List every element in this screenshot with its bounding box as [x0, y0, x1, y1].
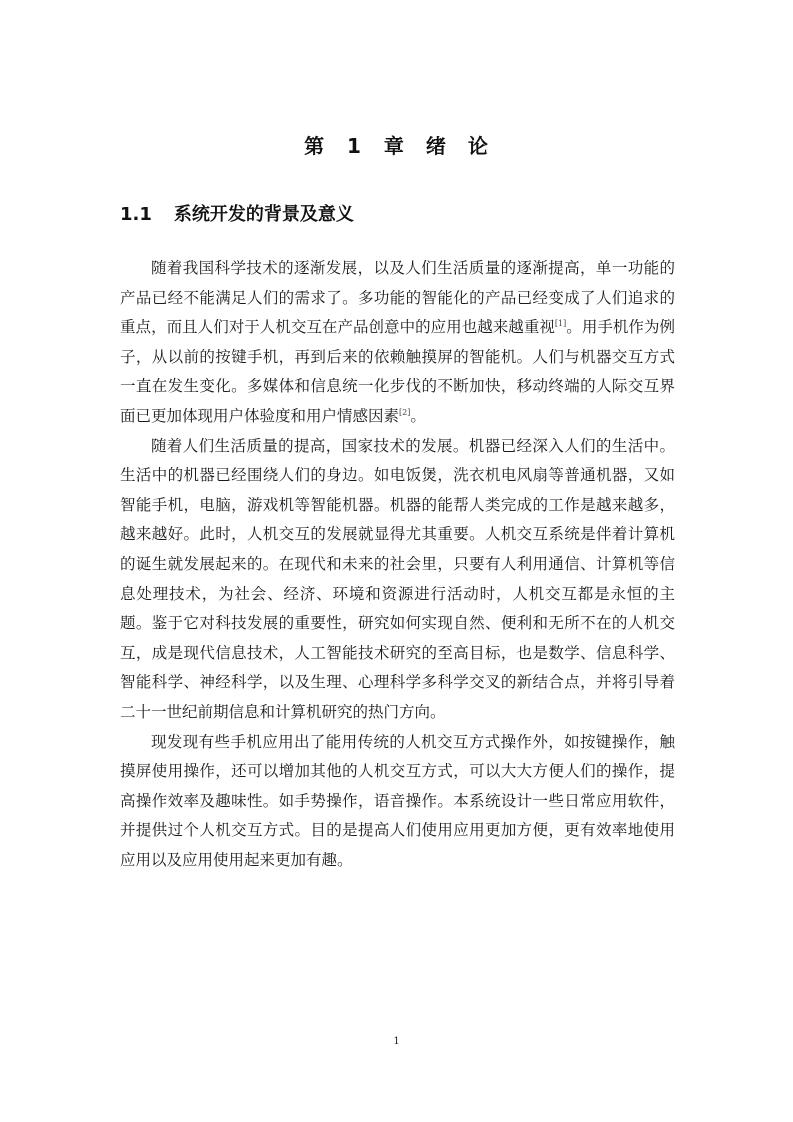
body-text: [120, 254, 675, 875]
section-number: 1.1: [120, 204, 152, 225]
paragraph-1-text-a: 随着我国科学技术的逐渐发展，以及人们生活质量的逐渐提高，单一功能的产品已经不能满足人们的需求了。多功能的智能化的产品已经变成了人们追求的重点，而且人们对于人机交互在产品创意中的应用也越来越重视: [120, 259, 675, 337]
paragraph-1-text-b: 。用手机作为例子，从以前的按键手机，再到后来的依赖触摸屏的智能机。人们与机器交互方式一直在发生变化。多媒体和信息统一化步伐的不断加快，移动终端的人际交互界面已更加体现用户体验度和用户情感因素: [120, 318, 675, 425]
section-heading: [120, 200, 354, 226]
citation-ref-2[interactable]: [2]: [399, 407, 411, 417]
paragraph-1-text-c: 。: [410, 406, 426, 425]
paragraph-1: [120, 254, 675, 432]
paragraph-3: 现发现有些手机应用出了能用传统的人机交互方式操作外，如按键操作，触摸屏使用操作，还可以增加其他的人机交互方式，可以大大方便人们的操作，提高操作效率及趣味性。如手势操作，语音操作。本系统设计一些日常应用软件，并提供过个人机交互方式。目的是提高人们使用应用更加方便，更有效率地使用应用以及应用使用起来更加有趣。: [120, 732, 675, 869]
chapter-title: 第 1 章 绪 论: [304, 134, 489, 158]
section-title: 系统开发的背景及意义: [173, 204, 354, 225]
paragraph-2: 随着人们生活质量的提高，国家技术的发展。机器已经深入人们的生活中。生活中的机器已经围绕人们的身边。如电饭煲，洗衣机电风扇等普通机器，又如智能手机，电脑，游戏机等智能机器。机器的能帮人类完成的工作是越来越多，越来越好。此时，人机交互的发展就显得尤其重要。人机交互系统是伴着计算机的诞生就发展起来的。在现代和未来的社会里，只要有人利用通信、计算机等信息处理技术，为社会、经济、环境和资源进行活动时，人机交互都是永恒的主题。鉴于它对科技发展的重要性，研究如何实现自然、便利和无所不在的人机交互，成是现代信息技术，人工智能技术研究的至高目标，也是数学、信息科学、智能科学、神经科学，以及生理、心理科学多科学交叉的新结合点，并将引导着二十一世纪前期信息和计算机研究的热门方向。: [120, 436, 675, 721]
citation-ref-1[interactable]: [1]: [554, 319, 567, 329]
page-number: 1: [393, 1036, 400, 1047]
